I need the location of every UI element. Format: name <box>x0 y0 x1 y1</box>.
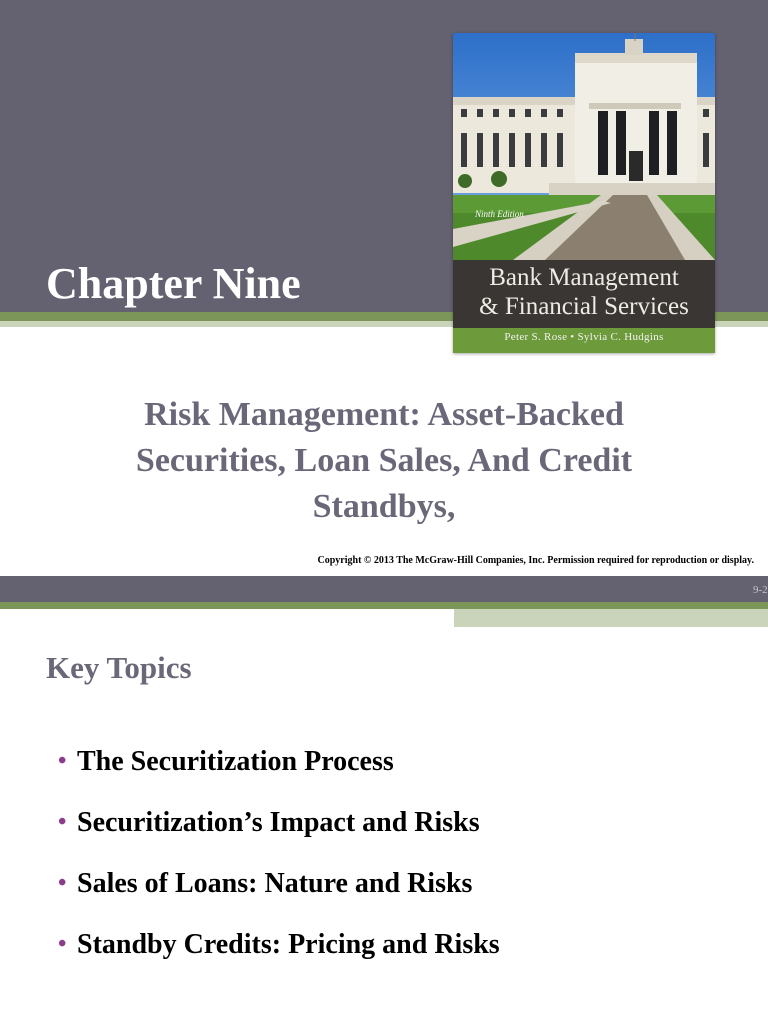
list-item <box>58 927 500 988</box>
bullet-icon: • <box>58 748 67 774</box>
accent-stripe-light <box>454 609 768 627</box>
federal-building-photo <box>453 33 715 260</box>
topic-list <box>58 744 500 988</box>
slide-number: 9-2 <box>753 584 768 596</box>
copyright-notice: Copyright © 2013 The McGraw-Hill Companies, Inc. Permission required for reproduction or display. <box>317 555 754 566</box>
chapter-subtitle: Risk Management: Asset-Backed Securities, Loan Sales, And Credit Standbys, <box>135 396 633 525</box>
slide-heading: Key Topics <box>46 650 192 685</box>
key-topics-slide <box>0 576 768 1024</box>
book-edition: Ninth Edition <box>475 209 524 219</box>
list-item <box>58 805 500 866</box>
bullet-icon: • <box>58 809 67 835</box>
bullet-icon: • <box>58 870 67 896</box>
topic-text: Sales of Loans: Nature and Risks <box>77 868 473 899</box>
topic-text: The Securitization Process <box>77 746 394 777</box>
bullet-icon: • <box>58 931 67 957</box>
topic-text: Securitization’s Impact and Risks <box>77 807 480 838</box>
header-band <box>0 576 768 602</box>
list-item <box>58 744 500 805</box>
list-item <box>58 866 500 927</box>
chapter-title: Chapter Nine <box>46 259 301 308</box>
book-cover-image <box>453 33 715 353</box>
topic-text: Standby Credits: Pricing and Risks <box>77 929 500 960</box>
book-authors: Peter S. Rose • Sylvia C. Hudgins <box>504 331 664 343</box>
book-title-line2: & Financial Services <box>479 293 689 320</box>
book-title-line1: Bank Management <box>489 264 679 291</box>
accent-stripe <box>0 602 768 609</box>
